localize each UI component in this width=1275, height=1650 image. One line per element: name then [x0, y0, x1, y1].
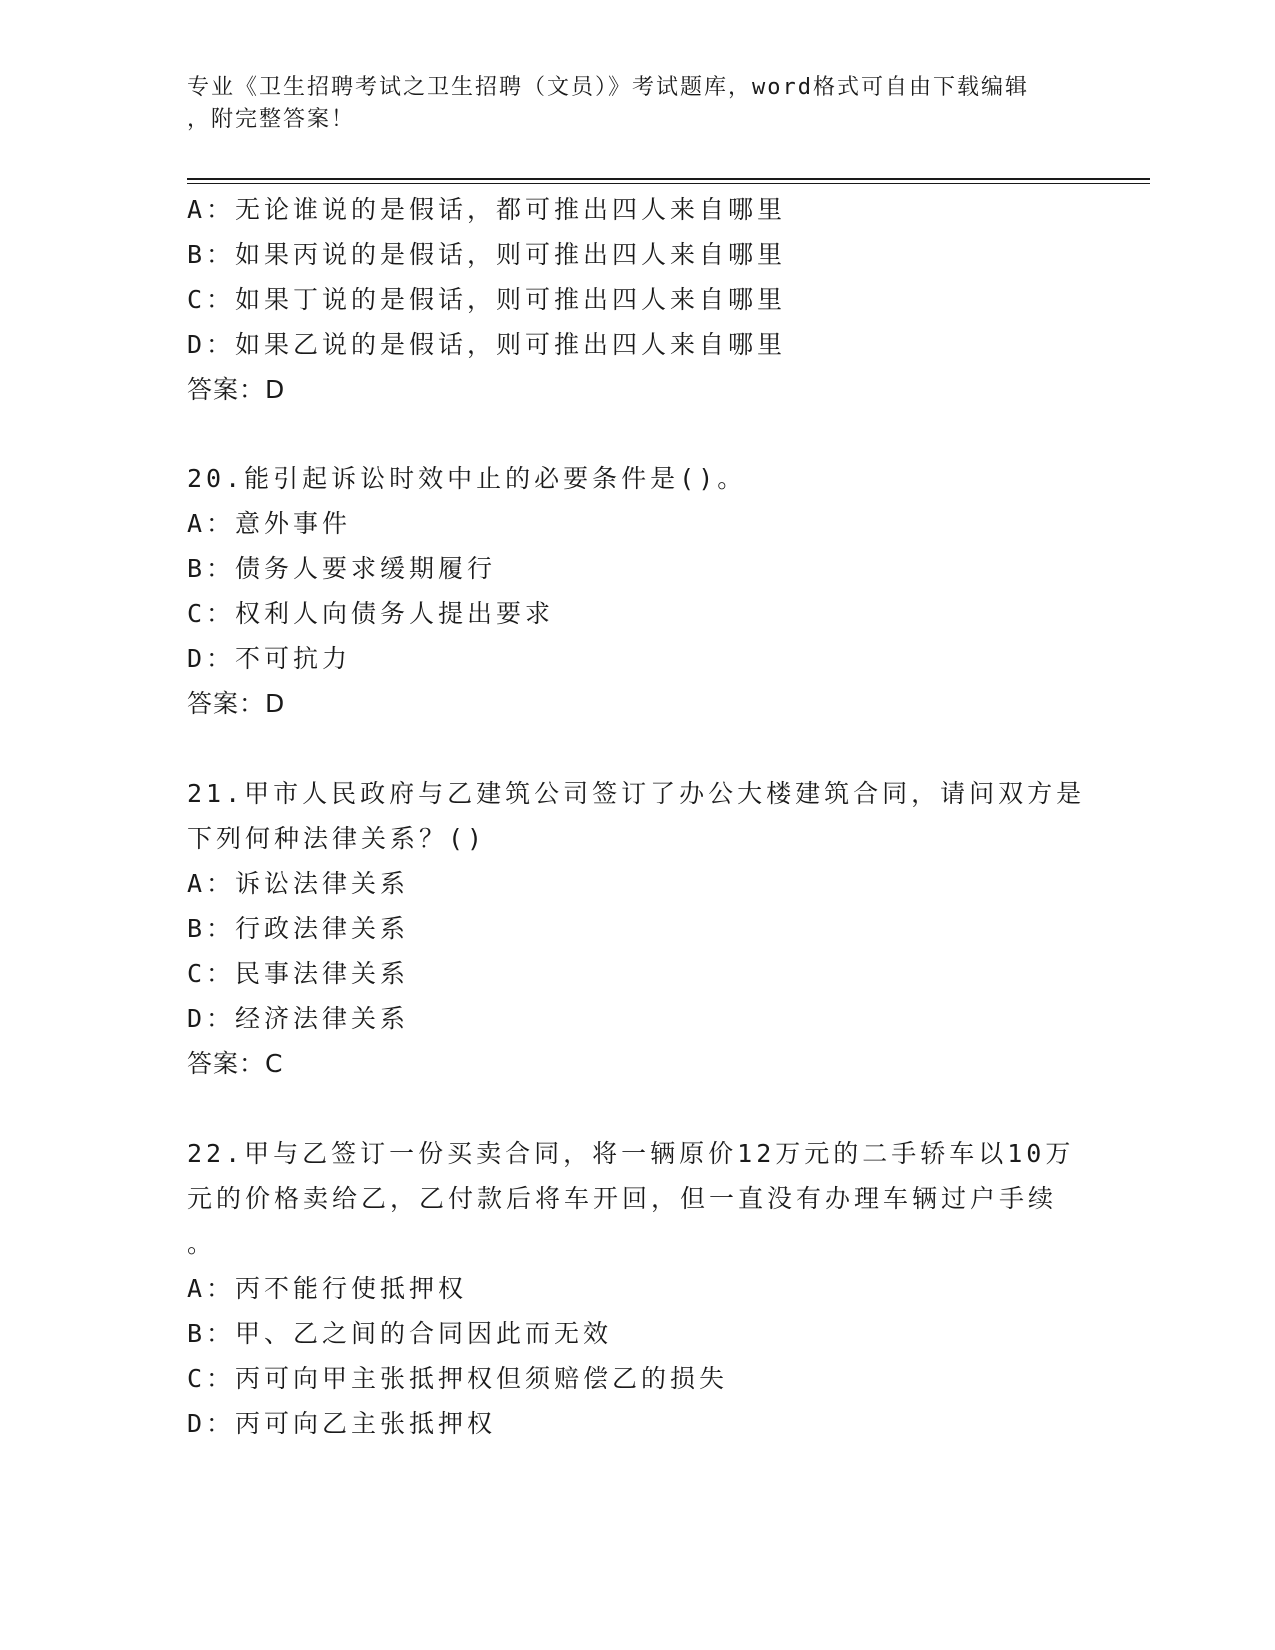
q20-answer: 答案：D — [187, 689, 286, 718]
q20-stem: 20.能引起诉讼时效中止的必要条件是()。 — [187, 464, 747, 493]
q20-option-d: D：不可抗力 — [187, 644, 352, 673]
q22-stem-line-1: 22.甲与乙签订一份买卖合同，将一辆原价12万元的二手轿车以10万 — [187, 1139, 1075, 1168]
q22-option-a: A：丙不能行使抵押权 — [187, 1274, 468, 1303]
q20-option-a: A：意外事件 — [187, 509, 352, 538]
q21-option-b: B：行政法律关系 — [187, 914, 410, 943]
q19-option-b: B：如果丙说的是假话，则可推出四人来自哪里 — [187, 240, 787, 269]
q20-option-b: B：债务人要求缓期履行 — [187, 554, 497, 583]
q22-option-c: C：丙可向甲主张抵押权但须赔偿乙的损失 — [187, 1364, 729, 1393]
q21-option-a: A：诉讼法律关系 — [187, 869, 410, 898]
q22-option-d: D：丙可向乙主张抵押权 — [187, 1409, 497, 1438]
q21-option-d: D：经济法律关系 — [187, 1004, 410, 1033]
q19-option-d: D：如果乙说的是假话，则可推出四人来自哪里 — [187, 330, 787, 359]
header-line-2: ，附完整答案！ — [187, 107, 356, 132]
document-header — [187, 72, 1077, 136]
q20-option-c: C：权利人向债务人提出要求 — [187, 599, 555, 628]
q19-option-a: A：无论谁说的是假话，都可推出四人来自哪里 — [187, 195, 787, 224]
header-line-1: 专业《卫生招聘考试之卫生招聘（文员）》考试题库，word格式可自由下载编辑 — [187, 75, 1029, 100]
header-divider — [187, 178, 1150, 184]
q21-answer: 答案：C — [187, 1049, 284, 1078]
q22-stem-line-3: 。 — [187, 1229, 217, 1258]
q19-answer: 答案：D — [187, 375, 286, 404]
q21-stem-line-1: 21.甲市人民政府与乙建筑公司签订了办公大楼建筑合同，请问双方是 — [187, 779, 1086, 808]
q22-stem-line-2: 元的价格卖给乙，乙付款后将车开回，但一直没有办理车辆过户手续 — [187, 1184, 1058, 1213]
q22-option-b: B：甲、乙之间的合同因此而无效 — [187, 1319, 613, 1348]
q21-stem-line-2: 下列何种法律关系？() — [187, 824, 487, 853]
q19-option-c: C：如果丁说的是假话，则可推出四人来自哪里 — [187, 285, 787, 314]
q21-option-c: C：民事法律关系 — [187, 959, 410, 988]
